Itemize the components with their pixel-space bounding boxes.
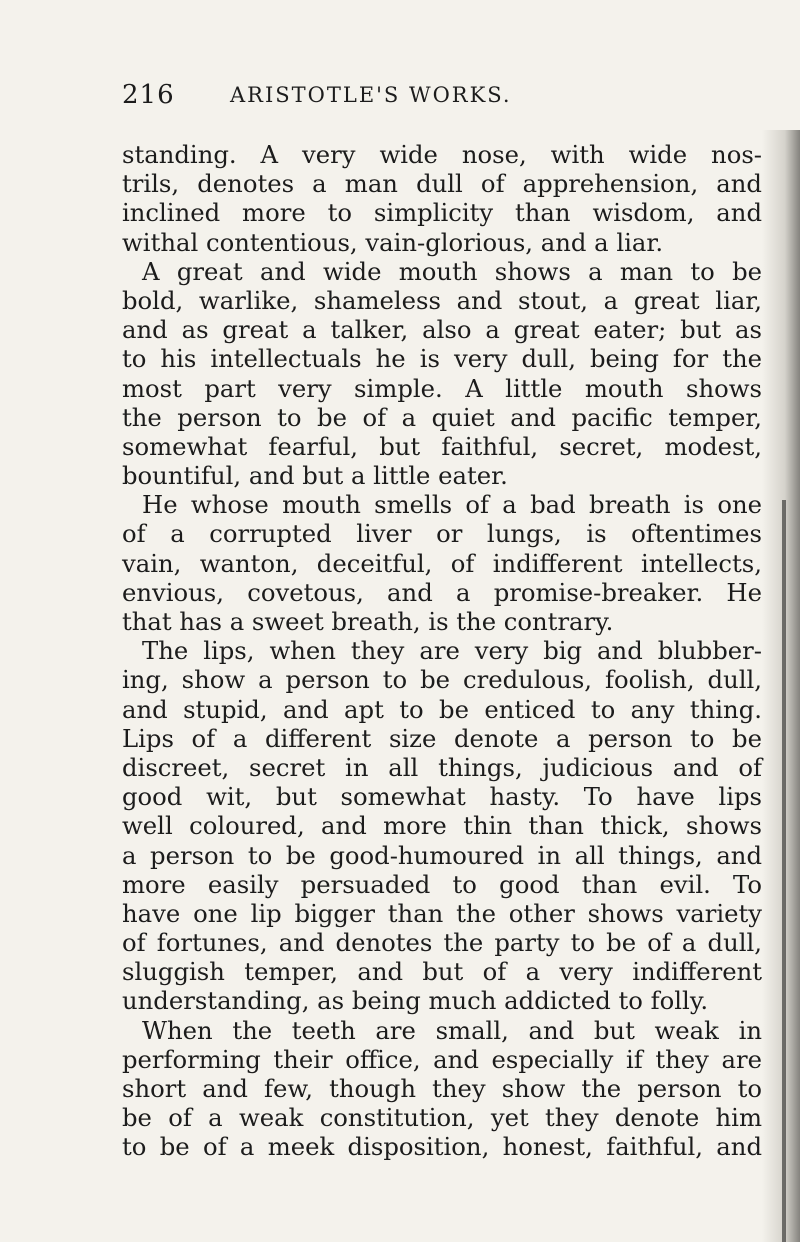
text-line: somewhat fearful, but faithful, secret, modest, — [122, 431, 762, 461]
text-line: The lips, when they are very big and blubber- — [142, 636, 762, 666]
text-line: standing. A very wide nose, with wide nos- — [122, 140, 762, 169]
text-line: more easily persuaded to good than evil. To — [122, 869, 762, 899]
text-line: of fortunes, and denotes the party to be of a dull, — [122, 928, 762, 958]
text-line: to be of a meek disposition, honest, faithful, and — [122, 1132, 762, 1162]
text-line: When the teeth are small, and but weak in — [142, 1015, 762, 1045]
text-line: ing, show a person to be credulous, foolish, dull, — [122, 665, 762, 695]
text-line: Lips of a different size denote a person to be — [122, 723, 762, 753]
page-edge-line — [782, 500, 786, 1242]
text-line: most part very simple. A little mouth shows — [122, 373, 762, 403]
text-line: performing their office, and especially if they are — [122, 1044, 762, 1074]
text-line: and stupid, and apt to be enticed to any thing. — [122, 694, 762, 724]
text-line: short and few, though they show the person to — [122, 1074, 762, 1103]
text-line: withal contentious, vain-glorious, and a liar. — [122, 227, 664, 257]
page-header — [122, 80, 682, 112]
text-line: be of a weak constitution, yet they denote him — [122, 1103, 762, 1133]
text-line: that has a sweet breath, is the contrary. — [122, 607, 614, 636]
text-line: He whose mouth smells of a bad breath is one — [142, 490, 762, 520]
page-number: 216 — [122, 80, 175, 110]
text-line: discreet, secret in all things, judicious and of — [122, 752, 762, 782]
text-line: trils, denotes a man dull of apprehension, and — [122, 169, 762, 199]
text-line: vain, wanton, deceitful, of indifferent intellects, — [122, 548, 762, 578]
text-line: sluggish temper, and but of a very indifferent — [122, 957, 762, 987]
text-line: and as great a talker, also a great eater; but as — [122, 315, 762, 345]
text-line: a person to be good-humoured in all things, and — [122, 840, 762, 870]
text-line: understanding, as being much addicted to folly. — [122, 986, 709, 1016]
text-line: bountiful, and but a little eater. — [122, 461, 508, 491]
text-line: have one lip bigger than the other shows variety — [122, 898, 762, 928]
text-line: well coloured, and more thin than thick, shows — [122, 811, 762, 841]
text-line: envious, covetous, and a promise-breaker. He — [122, 577, 762, 607]
page-edge-shadow — [762, 130, 800, 1242]
text-line: A great and wide mouth shows a man to be — [142, 256, 762, 286]
text-line: to his intellectuals he is very dull, being for the — [122, 344, 762, 374]
text-line: good wit, but somewhat hasty. To have lips — [122, 782, 762, 812]
body-text — [122, 140, 762, 1162]
text-line: the person to be of a quiet and pacific temper, — [122, 402, 762, 432]
running-head: ARISTOTLE'S WORKS. — [230, 83, 512, 107]
text-line: of a corrupted liver or lungs, is oftentimes — [122, 519, 762, 549]
text-line: inclined more to simplicity than wisdom, and — [122, 198, 762, 228]
text-line: bold, warlike, shameless and stout, a great liar, — [122, 285, 762, 315]
